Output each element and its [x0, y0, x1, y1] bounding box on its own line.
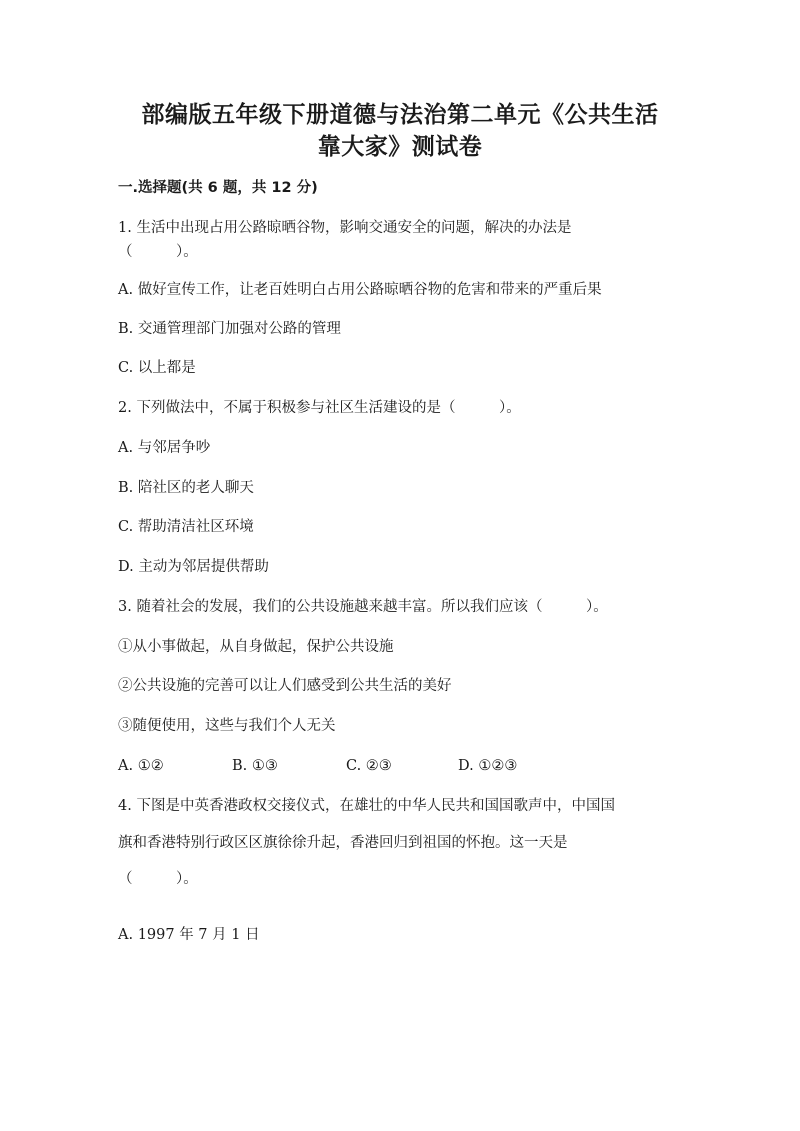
question-2-option-b: B. 陪社区的老人聊天: [118, 480, 254, 496]
question-3-option-a: A. ①②: [118, 758, 164, 774]
question-1-option-a: A. 做好宣传工作，让老百姓明白占用公路晾晒谷物的危害和带来的严重后果: [118, 282, 602, 298]
question-4-stem-line-1: 4. 下图是中英香港政权交接仪式，在雄壮的中华人民共和国国歌声中，中国国: [118, 798, 615, 814]
question-2-stem: 2. 下列做法中，不属于积极参与社区生活建设的是（ ）。: [118, 400, 521, 416]
exam-title-line-1: 部编版五年级下册道德与法治第二单元《公共生活: [141, 102, 659, 128]
question-3-option-b: B. ①③: [232, 758, 278, 774]
question-2-option-c: C. 帮助清洁社区环境: [118, 519, 254, 535]
question-1-stem-line-1: 1. 生活中出现占用公路晾晒谷物，影响交通安全的问题，解决的办法是: [118, 220, 572, 236]
question-1-option-b: B. 交通管理部门加强对公路的管理: [118, 321, 341, 337]
question-2-option-a: A. 与邻居争吵: [118, 440, 211, 456]
question-3-statement-2: ②公共设施的完善可以让人们感受到公共生活的美好: [118, 678, 452, 694]
question-3-statement-1: ①从小事做起，从自身做起，保护公共设施: [118, 639, 394, 655]
question-3-statement-3: ③随便使用，这些与我们个人无关: [118, 718, 336, 734]
section-heading: 一.选择题(共 6 题，共 12 分): [118, 180, 318, 196]
question-3-stem: 3. 随着社会的发展，我们的公共设施越来越丰富。所以我们应该（ ）。: [118, 599, 608, 615]
question-3-option-d: D. ①②③: [458, 758, 518, 774]
question-4-stem-line-3: （ ）。: [118, 871, 198, 887]
question-1-stem-line-2: （ ）。: [118, 244, 198, 260]
question-3-option-c: C. ②③: [346, 758, 392, 774]
exam-title-line-2: 靠大家》测试卷: [317, 134, 483, 160]
question-2-option-d: D. 主动为邻居提供帮助: [118, 559, 269, 575]
question-4-option-a: A. 1997 年 7 月 1 日: [118, 927, 260, 943]
question-1-option-c: C. 以上都是: [118, 360, 196, 376]
question-4-stem-line-2: 旗和香港特别行政区区旗徐徐升起，香港回归到祖国的怀抱。这一天是: [118, 835, 568, 851]
question-3-options-row: [118, 756, 678, 776]
